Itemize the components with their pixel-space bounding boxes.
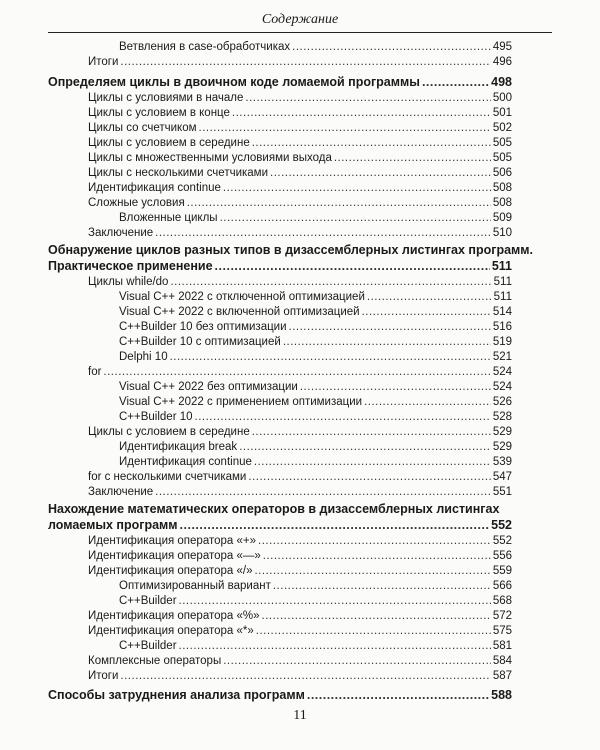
dot-leader [283, 335, 491, 350]
toc-entry-page: 500 [492, 92, 512, 104]
toc-entry-page: 552 [491, 518, 512, 532]
toc-entry-title: Циклы с несколькими счетчиками [88, 167, 269, 179]
toc-entry[interactable] [119, 410, 512, 425]
toc-entry-title: Циклы while/do [88, 276, 169, 288]
dot-leader [187, 196, 491, 211]
toc-entry[interactable] [88, 55, 512, 70]
dot-leader [422, 75, 489, 90]
toc-entry-title: C++Builder 10 без оптимизации [119, 321, 287, 333]
toc-entry[interactable] [88, 609, 512, 624]
toc-entry-page: 524 [492, 366, 512, 378]
toc-chapter-title-line[interactable]: Нахождение математических операторов в дизассемблерных листингах [48, 502, 500, 516]
toc-chapter-entry[interactable] [48, 518, 512, 533]
dot-leader [170, 350, 491, 365]
toc-entry-page: 528 [492, 411, 512, 423]
toc-entry-title: Идентификация оператора «*» [88, 625, 254, 637]
toc-entry-page: 584 [492, 655, 512, 667]
toc-entry[interactable] [119, 579, 512, 594]
toc-entry-title: Идентификация оператора «—» [88, 550, 261, 562]
toc-entry-title: Visual C++ 2022 с применением оптимизации [119, 396, 363, 408]
toc-entry-page: 552 [492, 535, 512, 547]
dot-leader [220, 211, 491, 226]
dot-leader [180, 518, 490, 533]
dot-leader [362, 305, 491, 320]
toc-entry-page: 511 [493, 276, 512, 288]
toc-entry-page: 509 [492, 212, 512, 224]
toc-entry-page: 551 [492, 486, 512, 498]
toc-entry-title: Итоги [88, 56, 119, 68]
dot-leader [120, 669, 490, 684]
dot-leader [289, 320, 491, 335]
dot-leader [367, 290, 492, 305]
toc-entry-page: 505 [492, 152, 512, 164]
toc-entry-title: Идентификация break [119, 441, 238, 453]
toc-entry[interactable] [88, 564, 512, 579]
dot-leader [254, 455, 491, 470]
toc-entry-title: Циклы с условиями в начале [88, 92, 244, 104]
dot-leader [155, 485, 491, 500]
toc-entry-page: 495 [492, 41, 512, 53]
toc-entry[interactable] [119, 211, 512, 226]
toc-entry-title: Практическое применение [48, 259, 213, 273]
toc-entry[interactable] [88, 549, 512, 564]
toc-entry-page: 498 [491, 75, 512, 89]
dot-leader [215, 259, 490, 274]
toc-entry-page: 521 [492, 351, 512, 363]
toc-entry-page: 572 [492, 610, 512, 622]
toc-entry-title: Циклы со счетчиком [88, 122, 197, 134]
toc-entry[interactable] [88, 196, 512, 211]
toc-entry[interactable] [88, 226, 512, 241]
toc-entry-page: 506 [492, 167, 512, 179]
toc-entry-page: 568 [492, 595, 512, 607]
toc-chapter-entry[interactable] [48, 259, 512, 274]
toc-entry[interactable] [88, 166, 512, 181]
dot-leader [199, 121, 491, 136]
dot-leader [273, 579, 491, 594]
toc-entry-page: 514 [492, 306, 512, 318]
toc-entry-title: Циклы с условием в середине [88, 426, 250, 438]
toc-entry-title: Циклы с условием в середине [88, 137, 250, 149]
toc-entry[interactable] [88, 151, 512, 166]
toc-entry[interactable] [88, 669, 512, 684]
toc-entry-title: C++Builder [119, 595, 177, 607]
toc-entry[interactable] [119, 594, 512, 609]
toc-entry-page: 524 [492, 381, 512, 393]
toc-entry-title: C++Builder 10 с оптимизацией [119, 336, 281, 348]
toc-entry-page: 575 [492, 625, 512, 637]
toc-entry[interactable] [88, 181, 512, 196]
dot-leader [262, 609, 491, 624]
toc-entry[interactable] [88, 470, 512, 485]
toc-entry-page: 587 [492, 670, 512, 682]
dot-leader [170, 275, 491, 290]
toc-chapter-entry[interactable] [48, 688, 512, 703]
dot-leader [263, 549, 491, 564]
toc-entry-title: Оптимизированный вариант [119, 580, 271, 592]
toc-entry-title: Сложные условия [88, 197, 185, 209]
toc-entry-page: 566 [492, 580, 512, 592]
toc-entry[interactable] [88, 624, 512, 639]
dot-leader [307, 688, 489, 703]
toc-entry[interactable] [119, 639, 512, 654]
toc-entry[interactable] [88, 485, 512, 500]
toc-entry-title: Итоги [88, 670, 119, 682]
toc-entry-page: 556 [492, 550, 512, 562]
toc-entry[interactable] [119, 350, 512, 365]
toc-entry[interactable] [119, 455, 512, 470]
toc-entry-page: 529 [492, 441, 512, 453]
toc-entry-title: Visual C++ 2022 с отключенной оптимизацией [119, 291, 365, 303]
dot-leader [364, 395, 491, 410]
toc-entry-page: 505 [492, 137, 512, 149]
toc-entry-title: Способы затруднения анализа программ [48, 688, 305, 702]
toc-entry-title: Вложенные циклы [119, 212, 218, 224]
dot-leader [155, 226, 491, 241]
dot-leader [270, 166, 491, 181]
toc-entry[interactable] [119, 440, 512, 455]
toc-entry-title: Идентификация оператора «%» [88, 610, 260, 622]
toc-entry-page: 511 [493, 291, 512, 303]
toc-entry-title: C++Builder 10 [119, 411, 193, 423]
toc-entry-page: 508 [492, 182, 512, 194]
toc-entry-title: for с несколькими счетчиками [88, 471, 247, 483]
toc-chapter-entry[interactable] [48, 75, 512, 90]
dot-leader [248, 470, 490, 485]
dot-leader [256, 624, 491, 639]
toc-entry[interactable] [119, 335, 512, 350]
toc-entry-page: 519 [492, 336, 512, 348]
toc-entry-page: 516 [492, 321, 512, 333]
toc-entry-title: Циклы с множественными условиями выхода [88, 152, 332, 164]
dot-leader [252, 425, 491, 440]
dot-leader [120, 55, 490, 70]
dot-leader [300, 380, 491, 395]
toc-entry[interactable] [119, 320, 512, 335]
toc-entry[interactable] [88, 275, 512, 290]
toc-entry-page: 526 [492, 396, 512, 408]
toc-entry[interactable] [88, 106, 512, 121]
toc-entry-title: Идентификация оператора «+» [88, 535, 256, 547]
toc-entry-title: Visual C++ 2022 с включенной оптимизацией [119, 306, 360, 318]
toc-entry[interactable] [119, 40, 512, 55]
dot-leader [223, 181, 491, 196]
toc-entry-page: 588 [491, 688, 512, 702]
toc-entry-title: Идентификация оператора «/» [88, 565, 253, 577]
toc-entry[interactable] [119, 380, 512, 395]
toc-entry-title: Delphi 10 [119, 351, 168, 363]
dot-leader [252, 136, 491, 151]
toc-entry[interactable] [88, 365, 512, 380]
toc-entry-title: Заключение [88, 486, 154, 498]
toc-entry[interactable] [88, 136, 512, 151]
toc-entry[interactable] [88, 654, 512, 669]
toc-entry-page: 529 [492, 426, 512, 438]
toc-entry-title: Идентификация continue [88, 182, 221, 194]
toc-entry-page: 496 [492, 56, 512, 68]
toc-entry[interactable] [88, 91, 512, 106]
dot-leader [179, 639, 491, 654]
toc-entry[interactable] [88, 425, 512, 440]
dot-leader [179, 594, 491, 609]
toc-entry[interactable] [88, 534, 512, 549]
toc-entry-page: 547 [492, 471, 512, 483]
dot-leader [232, 106, 491, 121]
toc-entry[interactable] [119, 290, 512, 305]
toc-entry-page: 501 [492, 107, 512, 119]
dot-leader [195, 410, 491, 425]
toc-entry-page: 511 [491, 259, 512, 273]
toc-chapter-title-line[interactable]: Обнаружение циклов разных типов в дизассемблерных листингах программ. [48, 243, 533, 257]
toc-entry-title: for [88, 366, 102, 378]
dot-leader [292, 40, 491, 55]
toc-entry[interactable] [119, 305, 512, 320]
toc-entry-title: Заключение [88, 227, 154, 239]
running-header: Содержание [261, 12, 339, 27]
dot-leader [334, 151, 491, 166]
toc-entry-title: Определяем циклы в двоичном коде ломаемой программы [48, 75, 420, 89]
toc-entry-title: ломаемых программ [48, 518, 178, 532]
dot-leader [223, 654, 491, 669]
toc-entry[interactable] [119, 395, 512, 410]
toc-entry-title: Комплексные операторы [88, 655, 222, 667]
dot-leader [239, 440, 491, 455]
toc-entry-page: 508 [492, 197, 512, 209]
toc-entry-title: Visual C++ 2022 без оптимизации [119, 381, 298, 393]
dot-leader [254, 564, 490, 579]
toc-entry-page: 559 [492, 565, 512, 577]
page-number: 11 [293, 708, 307, 723]
toc-entry-title: Идентификация continue [119, 456, 252, 468]
toc-entry-page: 581 [492, 640, 512, 652]
dot-leader [245, 91, 490, 106]
toc-entry[interactable] [88, 121, 512, 136]
toc-entry-page: 510 [492, 227, 512, 239]
toc-entry-title: Циклы с условием в конце [88, 107, 230, 119]
toc-entry-title: Ветвления в case-обработчиках [119, 41, 291, 53]
toc-entry-page: 502 [492, 122, 512, 134]
toc-entry-title: C++Builder [119, 640, 177, 652]
dot-leader [258, 534, 491, 549]
toc-entry-page: 539 [492, 456, 512, 468]
dot-leader [103, 365, 490, 380]
